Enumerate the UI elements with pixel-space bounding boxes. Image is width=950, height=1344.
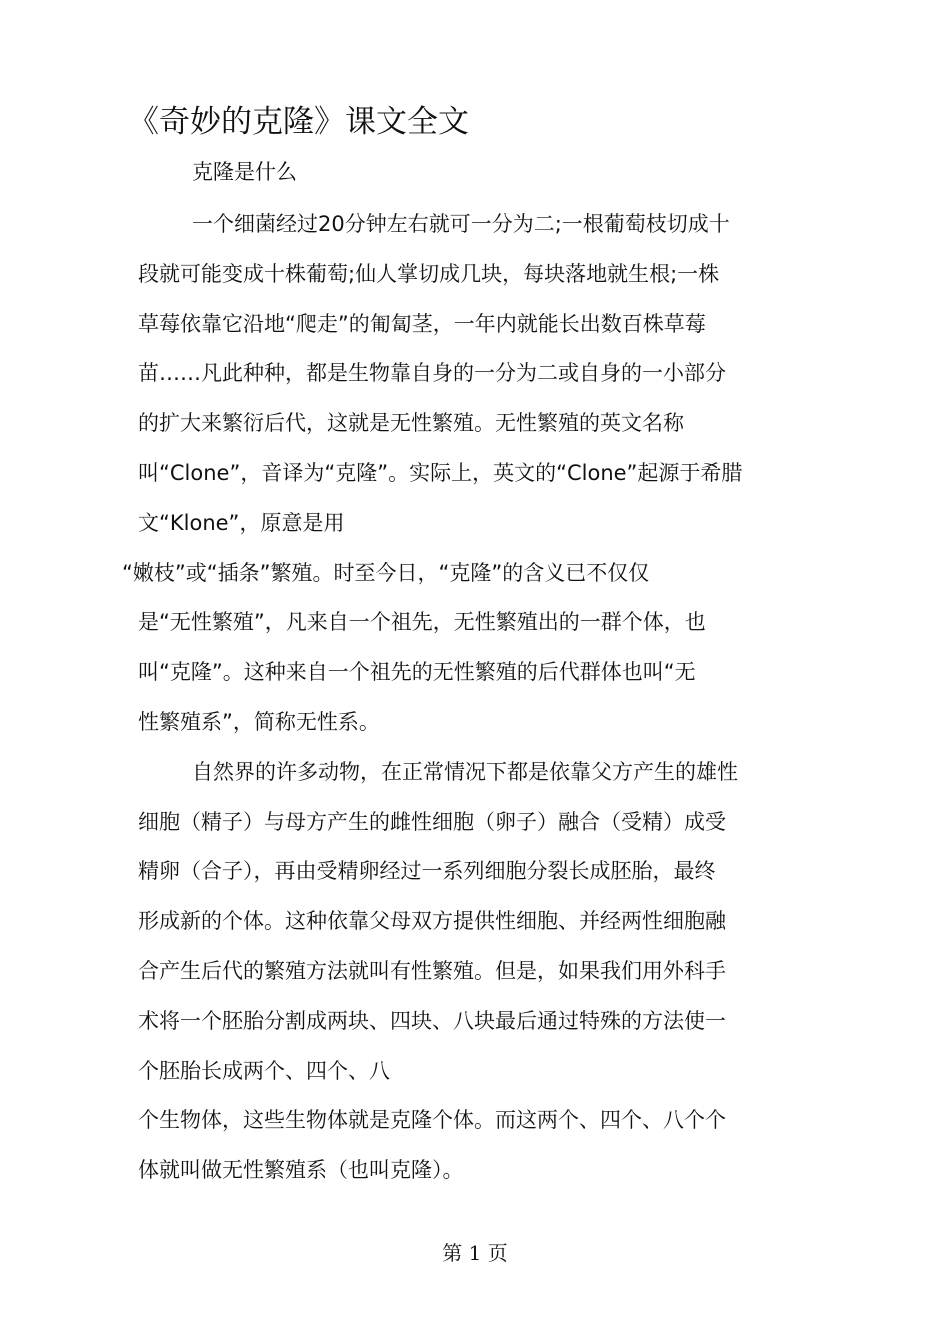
text-line: 体就叫做无性繁殖系（也叫克隆）。 [138, 1158, 464, 1183]
text-line: 性繁殖系”，简称无性系。 [138, 709, 380, 734]
document-title: 《奇妙的克隆》课文全文 [128, 104, 469, 140]
text-line: 是“无性繁殖”，凡来自一个祖先，无性繁殖出的一群个体，也 [138, 610, 706, 635]
text-line: 苗……凡此种种，都是生物靠自身的一分为二或自身的一小部分 [138, 361, 726, 386]
text-line: 段就可能变成十株葡萄;仙人掌切成几块，每块落地就生根;一株 [138, 261, 720, 286]
text-line: 个胚胎长成两个、四个、八 [138, 1058, 390, 1083]
text-line: 细胞（精子）与母方产生的雌性细胞（卵子）融合（受精）成受 [138, 809, 726, 834]
body-text [122, 200, 818, 1196]
text-line: 叫“Clone”，音译为“克隆”。实际上，英文的“Clone”起源于希腊 [138, 460, 743, 485]
text-line: “嫩枝”或“插条”繁殖。时至今日，“克隆”的含义已不仅仅 [122, 560, 650, 585]
text-line: 一个细菌经过20分钟左右就可一分为二;一根葡萄枝切成十 [192, 212, 730, 236]
text-line: 精卵（合子），再由受精卵经过一系列细胞分裂长成胚胎，最终 [138, 859, 716, 884]
text-line: 叫“克隆”。这种来自一个祖先的无性繁殖的后代群体也叫“无 [138, 660, 696, 685]
text-line: 术将一个胚胎分割成两块、四块、八块最后通过特殊的方法使一 [138, 1008, 726, 1033]
section-heading: 克隆是什么 [192, 160, 297, 184]
text-line: 的扩大来繁衍后代，这就是无性繁殖。无性繁殖的英文名称 [138, 411, 684, 436]
text-line: 个生物体，这些生物体就是克隆个体。而这两个、四个、八个个 [138, 1108, 726, 1133]
page-number: 第 1 页 [442, 1241, 508, 1265]
text-line: 形成新的个体。这种依靠父母双方提供性细胞、并经两性细胞融 [138, 909, 726, 934]
text-line: 草莓依靠它沿地“爬走”的匍匐茎，一年内就能长出数百株草莓 [138, 311, 706, 336]
text-line: 文“Klone”，原意是用 [138, 510, 345, 535]
text-line: 自然界的许多动物，在正常情况下都是依靠父方产生的雄性 [192, 759, 738, 784]
text-line: 合产生后代的繁殖方法就叫有性繁殖。但是，如果我们用外科手 [138, 958, 726, 983]
